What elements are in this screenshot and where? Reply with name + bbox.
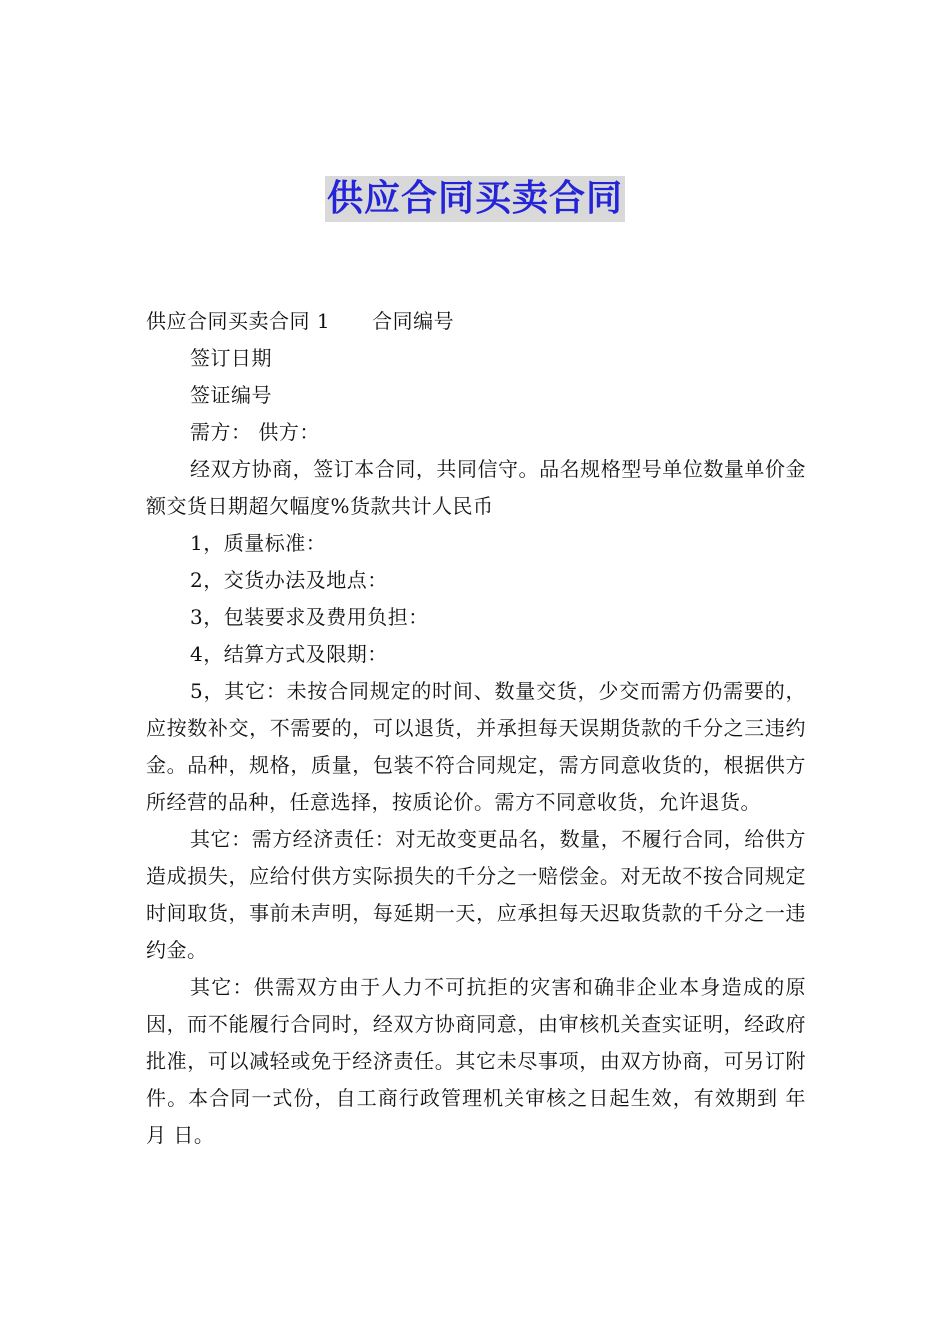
contract-number-label: 合同编号 bbox=[372, 309, 455, 333]
signing-date-label: 签订日期 bbox=[190, 346, 272, 370]
clause-quality-standard: 1，质量标准： bbox=[190, 531, 327, 555]
document-body bbox=[146, 303, 806, 1154]
contract-name: 供应合同买卖合同 1 bbox=[146, 309, 331, 333]
document-title: 供应合同买卖合同 bbox=[325, 176, 625, 222]
clause-delivery-method: 2，交货办法及地点： bbox=[190, 568, 388, 592]
clause-packaging: 3，包装要求及费用负担： bbox=[190, 605, 429, 629]
agreement-paragraph: 经双方协商，签订本合同，共同信守。品名规格型号单位数量单价金额交货日期超欠幅度%货款共计人民币 bbox=[146, 457, 806, 518]
certification-number-label: 签证编号 bbox=[190, 383, 272, 407]
clause-other-delivery: 5，其它：未按合同规定的时间、数量交货，少交而需方仍需要的，应按数补交，不需要的，可以退货，并承担每天误期货款的千分之三违约金。品种，规格，质量，包装不符合同规定，需方同意收货的，根据供方所经营的品种，任意选择，按质论价。需方不同意收货，允许退货。 bbox=[146, 679, 806, 814]
clause-settlement: 4，结算方式及限期： bbox=[190, 642, 388, 666]
parties-line: 需方： 供方： bbox=[190, 420, 320, 444]
clause-buyer-liability: 其它：需方经济责任：对无故变更品名，数量，不履行合同，给供方造成损失，应给付供方实际损失的千分之一赔偿金。对无故不按合同规定时间取货，事前未声明，每延期一天，应承担每天迟取货款的千分之一违约金。 bbox=[146, 827, 806, 962]
clause-force-majeure: 其它：供需双方由于人力不可抗拒的灾害和确非企业本身造成的原因，而不能履行合同时，经双方协商同意，由审核机关查实证明，经政府批准，可以减轻或免于经济责任。其它未尽事项，由双方协商，可另订附件。本合同一式份，自工商行政管理机关审核之日起生效，有效期到 年 月 日。 bbox=[146, 975, 806, 1147]
contract-heading-line bbox=[146, 303, 806, 340]
title-container bbox=[0, 176, 950, 222]
